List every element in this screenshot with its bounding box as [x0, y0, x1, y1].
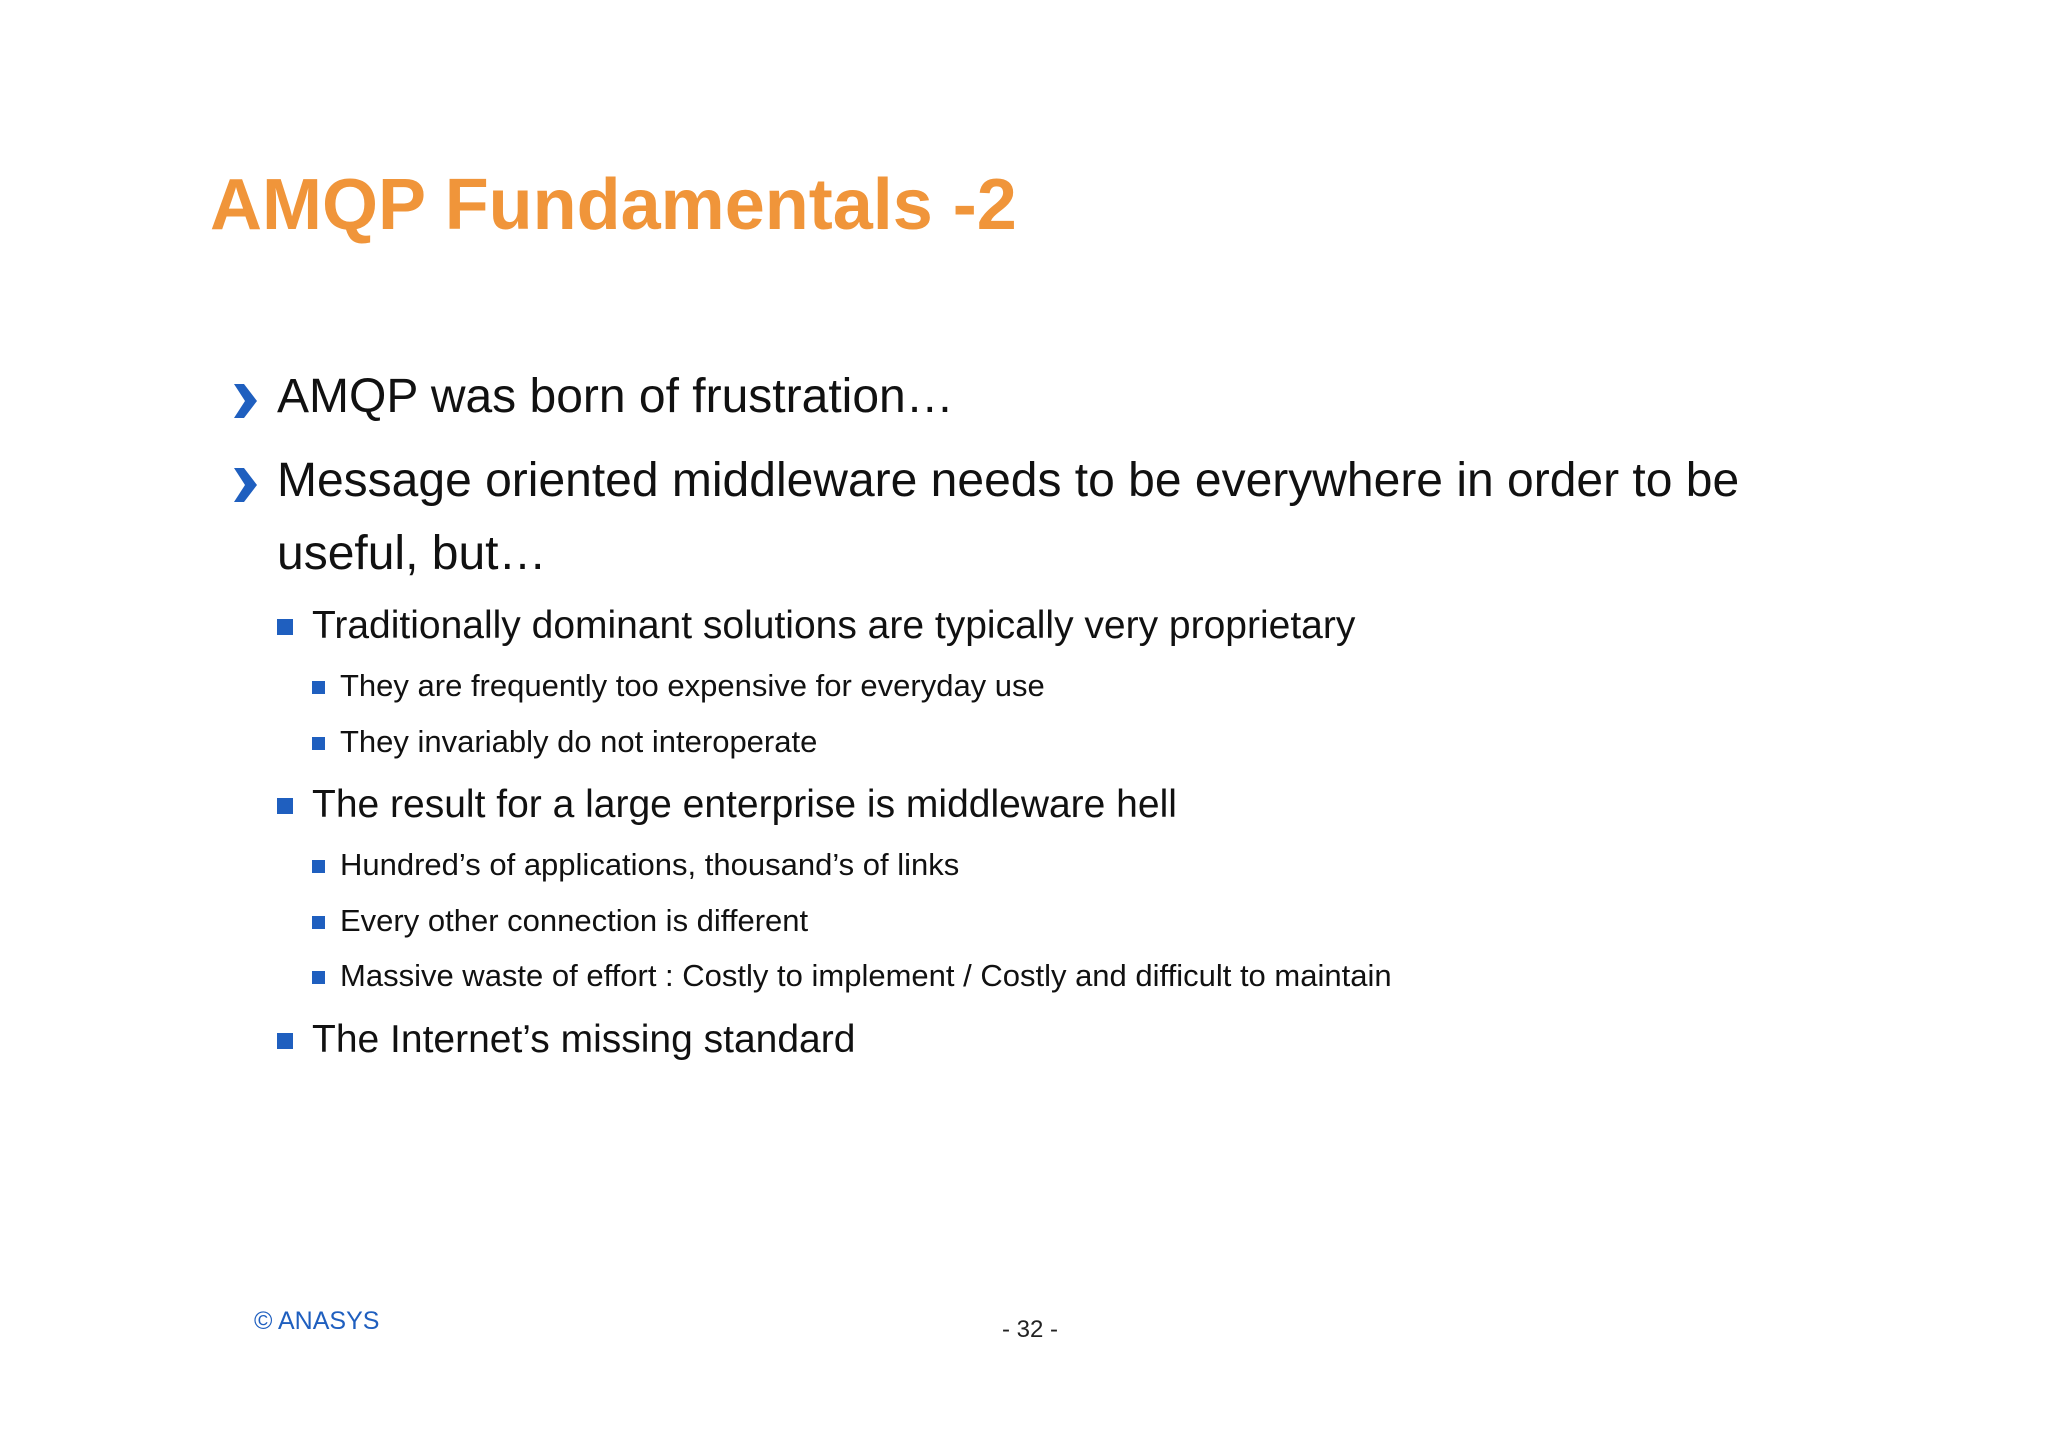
bullet-item-level2: [312, 600, 1355, 652]
bullet-text: Message oriented middleware needs to be everywhere in order to be: [277, 454, 1740, 507]
slide-title: AMQP Fundamentals -2: [210, 165, 1017, 245]
bullet-item-level3: [340, 900, 808, 942]
square-bullet-icon: [312, 971, 325, 984]
bullet-continuation: [277, 517, 546, 591]
bullet-item-level3: [340, 844, 959, 886]
bullet-text: Hundred’s of applications, thousand’s of links: [340, 847, 960, 882]
square-bullet-icon: [277, 619, 293, 635]
bullet-text: Every other connection is different: [340, 903, 809, 938]
square-bullet-icon: [312, 681, 325, 694]
square-bullet-icon: [277, 1033, 293, 1049]
bullet-text: Traditionally dominant solutions are typically very proprietary: [312, 604, 1356, 647]
square-bullet-icon: [312, 860, 325, 873]
square-bullet-icon: [277, 798, 293, 814]
bullet-text: The Internet’s missing standard: [312, 1018, 856, 1061]
bullet-item-level1: [277, 444, 1739, 518]
bullet-text: They are frequently too expensive for everyday use: [340, 668, 1045, 703]
footer-copyright: © ANASYS: [254, 1307, 380, 1335]
square-bullet-icon: [312, 737, 325, 750]
bullet-text: AMQP was born of frustration…: [277, 370, 954, 423]
bullet-item-level1: [277, 360, 954, 434]
bullet-item-level3: [340, 665, 1045, 707]
bullet-item-level3: [340, 955, 1392, 997]
bullet-item-level3: [340, 721, 817, 763]
bullet-text: The result for a large enterprise is middleware hell: [312, 783, 1177, 826]
bullet-item-level2: [312, 779, 1177, 831]
square-bullet-icon: [312, 916, 325, 929]
arrow-bullet-icon: [231, 467, 259, 503]
bullet-text-continuation: useful, but…: [277, 527, 547, 580]
page-number: - 32 -: [1001, 1316, 1058, 1343]
bullet-text: They invariably do not interoperate: [340, 724, 818, 759]
bullet-item-level2: [312, 1014, 855, 1066]
arrow-bullet-icon: [231, 383, 259, 419]
bullet-text: Massive waste of effort : Costly to implement / Costly and difficult to maintain: [340, 958, 1392, 993]
